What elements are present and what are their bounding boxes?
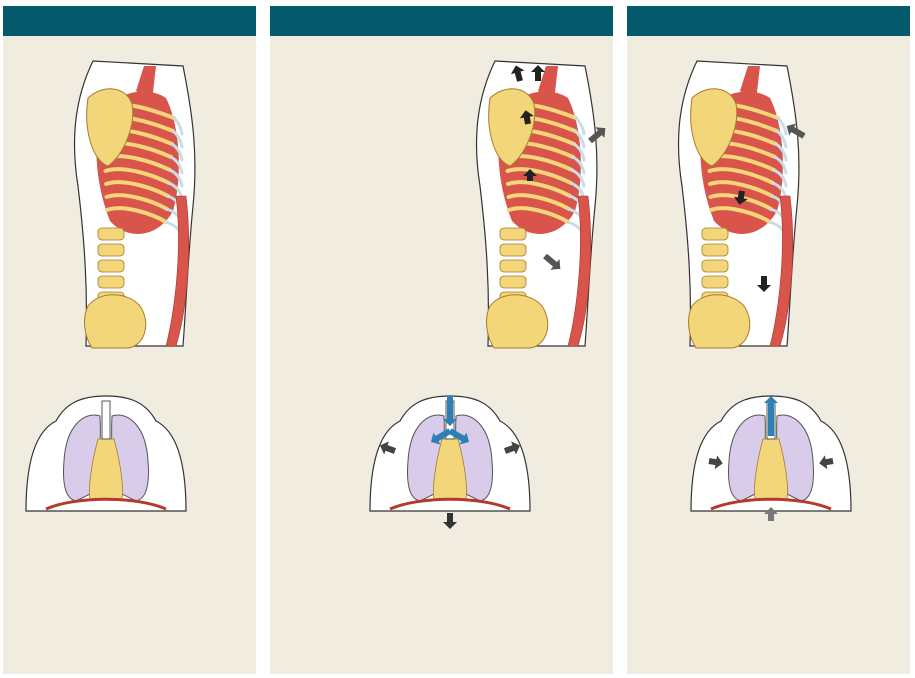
vertebra (98, 228, 124, 240)
vertebra (500, 276, 526, 288)
torso-lateral-view (678, 61, 807, 348)
pelvis (689, 295, 750, 348)
vertebra (98, 260, 124, 272)
lungs-frontal-view (26, 396, 186, 511)
vertebra (500, 228, 526, 240)
torso-lateral-view (476, 61, 609, 348)
vertebra (702, 260, 728, 272)
pelvis (487, 295, 548, 348)
torso-lateral-view (74, 61, 194, 348)
lungs-frontal-view (370, 396, 530, 529)
vertebra (702, 228, 728, 240)
panel-illustration (270, 6, 613, 674)
trachea (102, 401, 110, 439)
panel-illustration (3, 6, 256, 674)
panel-exhalation (627, 6, 910, 674)
vertebra (702, 276, 728, 288)
diaphragm-descent-arrow (443, 513, 457, 529)
vertebra (702, 244, 728, 256)
vertebra (500, 244, 526, 256)
vertebra (98, 244, 124, 256)
panel-rest (3, 6, 256, 674)
panel-inhalation (270, 6, 613, 674)
panel-illustration (627, 6, 910, 674)
pelvis (85, 295, 146, 348)
vertebra (98, 276, 124, 288)
lungs-frontal-view (691, 396, 851, 521)
vertebra (500, 260, 526, 272)
